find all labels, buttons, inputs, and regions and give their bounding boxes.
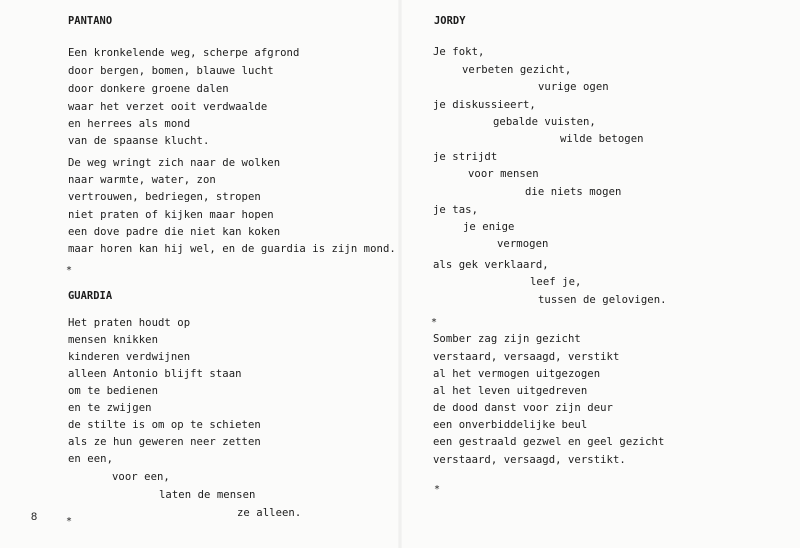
poem-line: je tas, bbox=[433, 204, 478, 216]
section-separator: * bbox=[66, 516, 73, 527]
poem-line: voor een, bbox=[112, 471, 170, 483]
poem-line: en een, bbox=[68, 453, 113, 465]
poem-line: een dove padre die niet kan koken bbox=[68, 226, 281, 238]
poem-line: ze alleen. bbox=[237, 507, 302, 519]
poem-line: verstaard, versaagd, verstikt bbox=[433, 351, 620, 363]
poem-line: al het vermogen uitgezogen bbox=[433, 368, 601, 380]
poem-line: de stilte is om op te schieten bbox=[68, 419, 261, 431]
poem-line: maar horen kan hij wel, en de guardia is zijn mond. bbox=[68, 243, 396, 255]
poem-line: verstaard, versaagd, verstikt. bbox=[433, 454, 626, 466]
poem-line: je enige bbox=[463, 221, 515, 233]
poem-line: en te zwijgen bbox=[68, 402, 152, 414]
poem-line: door donkere groene dalen bbox=[68, 83, 229, 95]
poem-line: waar het verzet ooit verdwaalde bbox=[68, 101, 268, 113]
poem-line: laten de mensen bbox=[159, 489, 256, 501]
poem-line: Je fokt, bbox=[433, 46, 485, 58]
poem-line: alleen Antonio blijft staan bbox=[68, 368, 242, 380]
poem-line: die niets mogen bbox=[525, 186, 622, 198]
poem-line: niet praten of kijken maar hopen bbox=[68, 209, 274, 221]
poem-line: wilde betogen bbox=[560, 133, 644, 145]
poem-line: De weg wringt zich naar de wolken bbox=[68, 157, 281, 169]
poem-line: de dood danst voor zijn deur bbox=[433, 402, 613, 414]
poem-line: gebalde vuisten, bbox=[493, 116, 596, 128]
poem-line: een gestraald gezwel en geel gezicht bbox=[433, 436, 665, 448]
poem-line: naar warmte, water, zon bbox=[68, 174, 216, 186]
poem-line: kinderen verdwijnen bbox=[68, 351, 191, 363]
poem-line: voor mensen bbox=[468, 168, 539, 180]
poem-line: tussen de gelovigen. bbox=[538, 294, 667, 306]
poem-line: je diskussieert, bbox=[433, 99, 536, 111]
poem-line: vertrouwen, bedriegen, stropen bbox=[68, 191, 261, 203]
poem-line: Somber zag zijn gezicht bbox=[433, 333, 581, 345]
poem-title-jordy: JORDY bbox=[434, 15, 466, 27]
section-separator: * bbox=[431, 317, 438, 328]
poem-line: verbeten gezicht, bbox=[462, 64, 572, 76]
poem-line: en herrees als mond bbox=[68, 118, 191, 130]
poem-line: als gek verklaard, bbox=[433, 259, 549, 271]
poem-line: Een kronkelende weg, scherpe afgrond bbox=[68, 47, 300, 59]
poem-line: Het praten houdt op bbox=[68, 317, 191, 329]
poem-line: al het leven uitgedreven bbox=[433, 385, 588, 397]
poem-line: om te bedienen bbox=[68, 385, 158, 397]
poem-line: als ze hun geweren neer zetten bbox=[68, 436, 261, 448]
poem-line: vermogen bbox=[497, 238, 549, 250]
page-number: 8 bbox=[31, 511, 38, 523]
poem-line: leef je, bbox=[530, 276, 582, 288]
poem-line: van de spaanse klucht. bbox=[68, 135, 210, 147]
right-page bbox=[400, 0, 800, 548]
poem-title-pantano: PANTANO bbox=[68, 15, 113, 27]
section-separator: * bbox=[434, 484, 441, 495]
poem-line: mensen knikken bbox=[68, 334, 158, 346]
poem-line: vurige ogen bbox=[538, 81, 609, 93]
poem-line: door bergen, bomen, blauwe lucht bbox=[68, 65, 274, 77]
poem-line: een onverbiddelijke beul bbox=[433, 419, 588, 431]
section-separator: * bbox=[66, 265, 73, 276]
poem-line: je strijdt bbox=[433, 151, 498, 163]
poem-title-guardia: GUARDIA bbox=[68, 290, 113, 302]
